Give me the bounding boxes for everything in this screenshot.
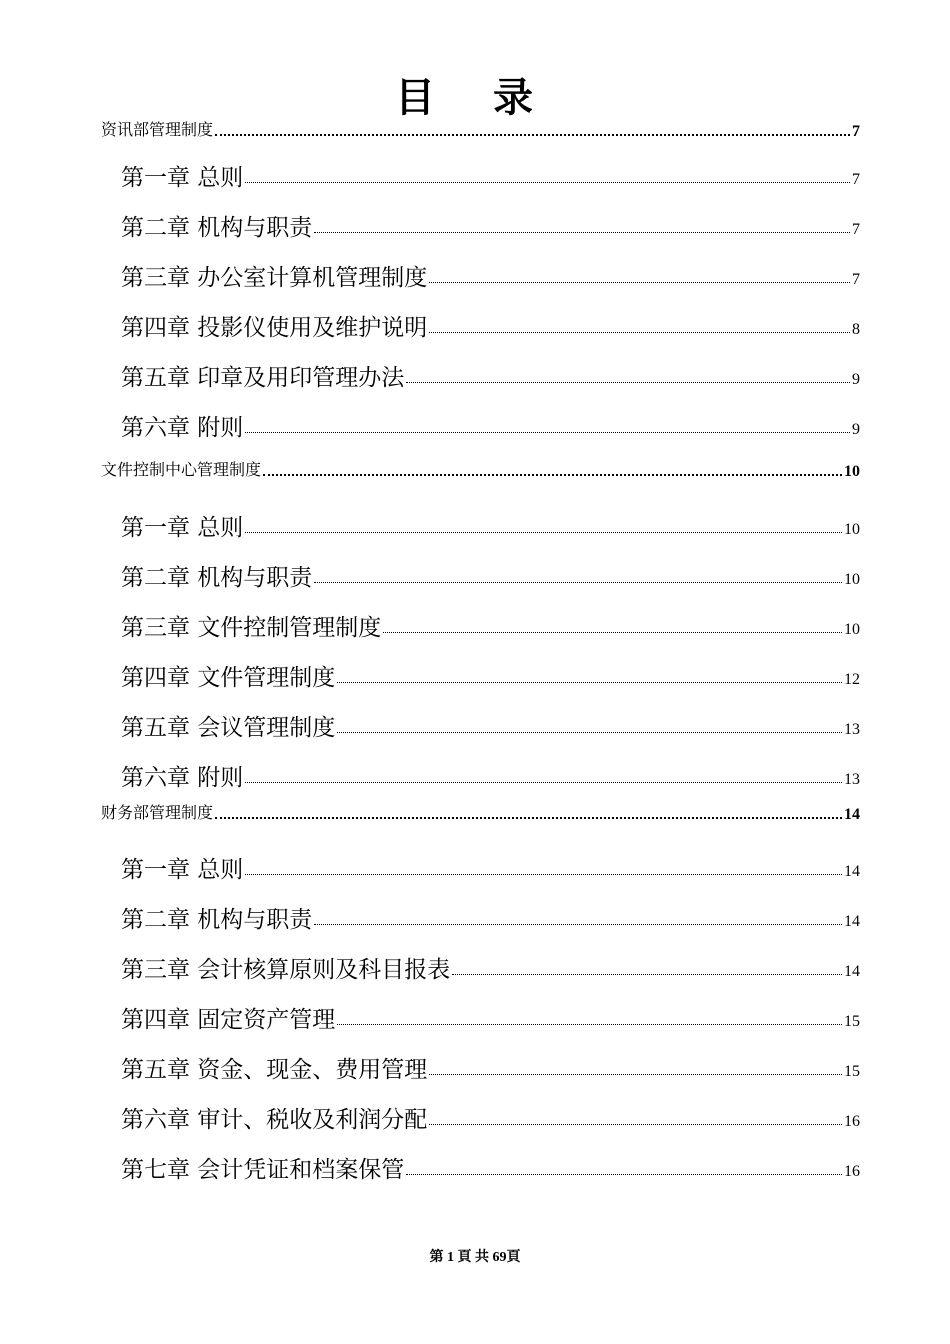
toc-chapter-entry[interactable] (121, 1047, 860, 1083)
toc-chapter-entry[interactable] (121, 155, 860, 191)
dot-leader (337, 1024, 842, 1025)
dot-leader (406, 382, 850, 383)
dot-leader (245, 182, 850, 183)
toc-entry-label: 第七章 会计凭证和档案保管 (121, 1157, 405, 1183)
toc-entry-page-number: 13 (844, 721, 860, 738)
toc-section-entry[interactable] (101, 107, 860, 143)
toc-section-entry[interactable] (101, 790, 860, 826)
toc-entry-page-number: 16 (844, 1163, 860, 1180)
toc-entry-page-number: 14 (844, 913, 860, 930)
dot-leader (406, 1174, 842, 1175)
toc-entry-page-number: 14 (844, 963, 860, 980)
toc-entry-label: 第二章 机构与职责 (121, 907, 313, 933)
dot-leader (429, 282, 850, 283)
toc-chapter-entry[interactable] (121, 1097, 860, 1133)
dot-leader (314, 924, 842, 925)
dot-leader (245, 432, 850, 433)
toc-entry-page-number: 10 (844, 571, 860, 588)
toc-entry-label: 第五章 印章及用印管理办法 (121, 365, 405, 391)
toc-entry-label: 第五章 会议管理制度 (121, 715, 336, 741)
toc-entry-label: 资讯部管理制度 (101, 120, 214, 139)
toc-chapter-entry[interactable] (121, 605, 860, 641)
toc-entry-label: 第四章 投影仪使用及维护说明 (121, 315, 428, 341)
dot-leader (452, 974, 842, 975)
toc-entry-page-number: 9 (852, 421, 860, 438)
dot-leader (263, 474, 842, 476)
dot-leader (337, 682, 842, 683)
toc-chapter-entry[interactable] (121, 305, 860, 341)
toc-chapter-entry[interactable] (121, 655, 860, 691)
toc-entry-page-number: 7 (852, 271, 860, 288)
toc-chapter-entry[interactable] (121, 997, 860, 1033)
toc-chapter-entry[interactable] (121, 405, 860, 441)
toc-chapter-entry[interactable] (121, 847, 860, 883)
toc-entry-label: 第五章 资金、现金、费用管理 (121, 1057, 428, 1083)
dot-leader (245, 532, 842, 533)
dot-leader (314, 582, 842, 583)
toc-chapter-entry[interactable] (121, 205, 860, 241)
page-footer: 第 1 頁 共 69頁 (429, 1250, 521, 1265)
toc-entry-label: 第三章 会计核算原则及科目报表 (121, 957, 451, 983)
toc-entry-label: 第三章 办公室计算机管理制度 (121, 265, 428, 291)
toc-entry-page-number: 14 (844, 863, 860, 880)
toc-chapter-entry[interactable] (121, 1147, 860, 1183)
toc-entry-page-number: 12 (844, 671, 860, 688)
page-title: 目 录 (395, 74, 555, 121)
toc-entry-page-number: 7 (852, 171, 860, 188)
toc-entry-label: 第一章 总则 (121, 857, 244, 883)
toc-chapter-entry[interactable] (121, 755, 860, 791)
toc-entry-label: 第四章 固定资产管理 (121, 1007, 336, 1033)
dot-leader (429, 332, 850, 333)
toc-chapter-entry[interactable] (121, 255, 860, 291)
toc-entry-page-number: 14 (844, 806, 860, 823)
toc-entry-page-number: 10 (844, 463, 860, 480)
toc-chapter-entry[interactable] (121, 355, 860, 391)
toc-entry-page-number: 10 (844, 521, 860, 538)
toc-entry-label: 第二章 机构与职责 (121, 215, 313, 241)
toc-entry-page-number: 8 (852, 321, 860, 338)
toc-entry-label: 第六章 附则 (121, 415, 244, 441)
dot-leader (337, 732, 842, 733)
dot-leader (314, 232, 850, 233)
dot-leader (383, 632, 842, 633)
toc-entry-page-number: 7 (852, 221, 860, 238)
toc-entry-page-number: 7 (852, 123, 860, 140)
dot-leader (245, 874, 842, 875)
toc-entry-label: 财务部管理制度 (101, 803, 214, 822)
toc-chapter-entry[interactable] (121, 555, 860, 591)
dot-leader (245, 782, 842, 783)
toc-entry-label: 第一章 总则 (121, 515, 244, 541)
dot-leader (429, 1074, 842, 1075)
toc-entry-label: 文件控制中心管理制度 (101, 460, 262, 479)
dot-leader (215, 134, 850, 136)
dot-leader (215, 817, 842, 819)
toc-entry-label: 第三章 文件控制管理制度 (121, 615, 382, 641)
toc-chapter-entry[interactable] (121, 897, 860, 933)
toc-entry-label: 第六章 附则 (121, 765, 244, 791)
toc-entry-page-number: 16 (844, 1113, 860, 1130)
toc-entry-page-number: 10 (844, 621, 860, 638)
toc-entry-label: 第六章 审计、税收及利润分配 (121, 1107, 428, 1133)
toc-chapter-entry[interactable] (121, 705, 860, 741)
toc-section-entry[interactable] (101, 447, 860, 483)
toc-entry-page-number: 13 (844, 771, 860, 788)
toc-entry-page-number: 15 (844, 1013, 860, 1030)
toc-chapter-entry[interactable] (121, 947, 860, 983)
dot-leader (429, 1124, 842, 1125)
toc-chapter-entry[interactable] (121, 505, 860, 541)
toc-entry-label: 第四章 文件管理制度 (121, 665, 336, 691)
toc-entry-page-number: 9 (852, 371, 860, 388)
toc-entry-page-number: 15 (844, 1063, 860, 1080)
toc-entry-label: 第一章 总则 (121, 165, 244, 191)
toc-entry-label: 第二章 机构与职责 (121, 565, 313, 591)
